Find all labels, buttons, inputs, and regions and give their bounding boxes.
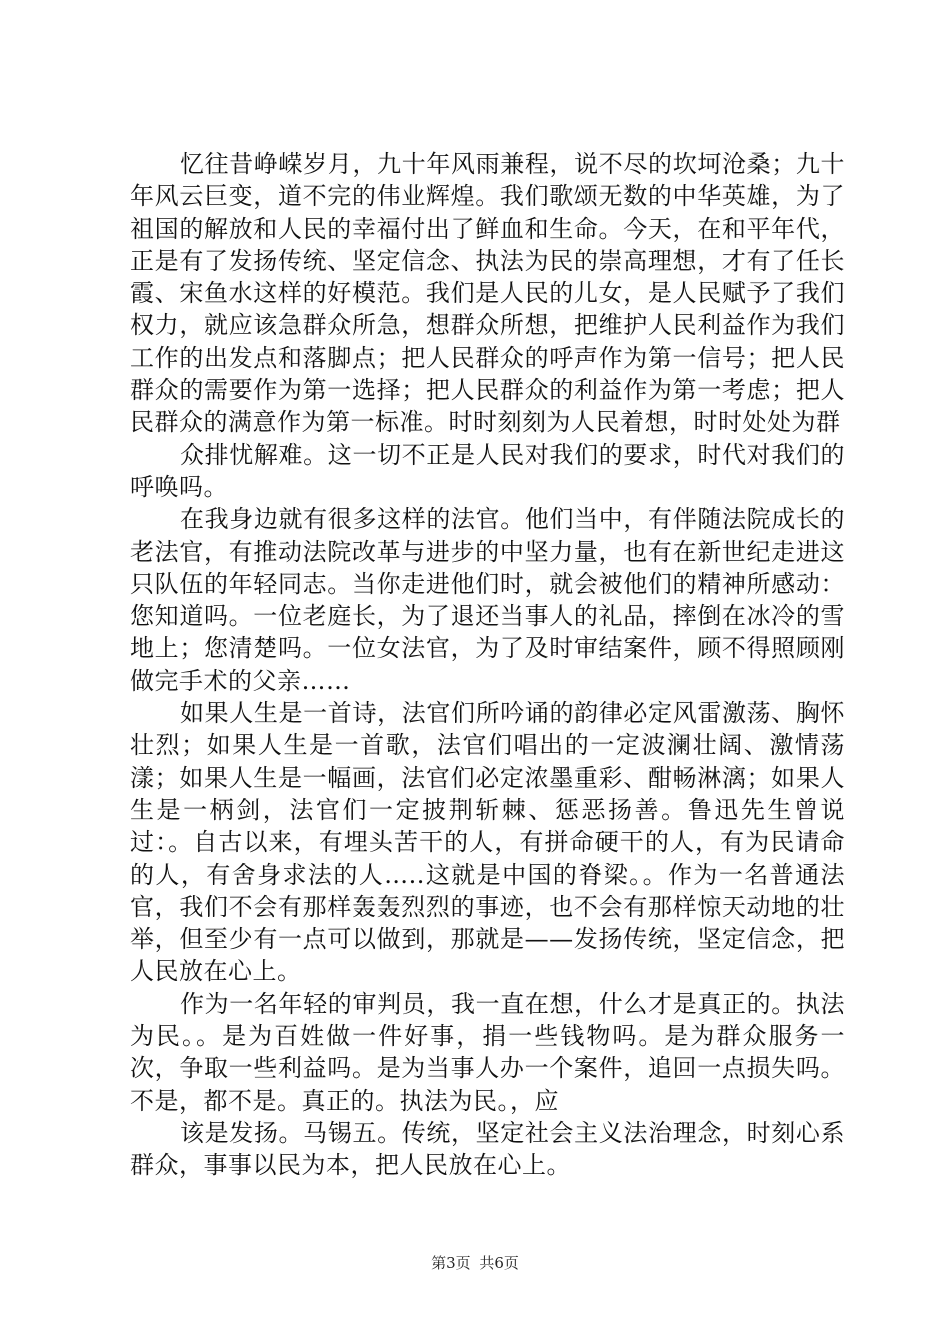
page-number: 第3页 — [431, 1254, 471, 1272]
paragraph-5: 作为一名年轻的审判员，我一直在想，什么才是真正的。执法为民。。是为百姓做一件好事，捐一些钱物吗。是为群众服务一次，争取一些利益吗。是为当事人办一个案件，追回一点损失吗。不是，都不是。真正的。执法为民。，应 — [130, 989, 845, 1115]
paragraph-2: 众排忧解难。这一切不正是人民对我们的要求，时代对我们的呼唤吗。 — [130, 440, 845, 501]
paragraph-3: 在我身边就有很多这样的法官。他们当中，有伴随法院成长的老法官，有推动法院改革与进步的中坚力量，也有在新世纪走进这只队伍的年轻同志。当你走进他们时，就会被他们的精神所感动：您知道吗。一位老庭长，为了退还当事人的礼品，摔倒在冰冷的雪地上；您清楚吗。一位女法官，为了及时审结案件，顾不得照顾刚做完手术的父亲…… — [130, 505, 845, 695]
page-footer — [0, 1252, 950, 1273]
paragraph-6: 该是发扬。马锡五。传统，坚定社会主义法治理念，时刻心系群众，事事以民为本，把人民放在心上。 — [130, 1118, 845, 1180]
page-total: 共6页 — [479, 1254, 519, 1272]
paragraph-1: 忆往昔峥嵘岁月，九十年风雨兼程，说不尽的坎坷沧桑；九十年风云巨变，道不完的伟业辉煌。我们歌颂无数的中华英雄，为了祖国的解放和人民的幸福付出了鲜血和生命。今天，在和平年代，正是有了发扬传统、坚定信念、执法为民的崇高理想，才有了任长霞、宋鱼水这样的好模范。我们是人民的儿女，是人民赋予了我们权力，就应该急群众所急，想群众所想，把维护人民利益作为我们工作的出发点和落脚点；把人民群众的呼声作为第一信号；把人民群众的需要作为第一选择；把人民群众的利益作为第一考虑；把人民群众的满意作为第一标准。时时刻刻为人民着想，时时处处为群 — [130, 150, 845, 437]
document-body — [130, 148, 845, 1182]
paragraph-4: 如果人生是一首诗，法官们所吟诵的韵律必定风雷激荡、胸怀壮烈；如果人生是一首歌，法官们唱出的一定波澜壮阔、激情荡漾；如果人生是一幅画，法官们必定浓墨重彩、酣畅淋漓；如果人生是一柄剑，法官们一定披荆斩棘、惩恶扬善。鲁迅先生曾说过：。自古以来，有埋头苦干的人，有拼命硬干的人，有为民请命的人，有舍身求法的人…..这就是中国的脊梁。。作为一名普通法官，我们不会有那样轰轰烈烈的事迹，也不会有那样惊天动地的壮举，但至少有一点可以做到，那就是——发扬传统，坚定信念，把人民放在心上。 — [130, 699, 845, 986]
